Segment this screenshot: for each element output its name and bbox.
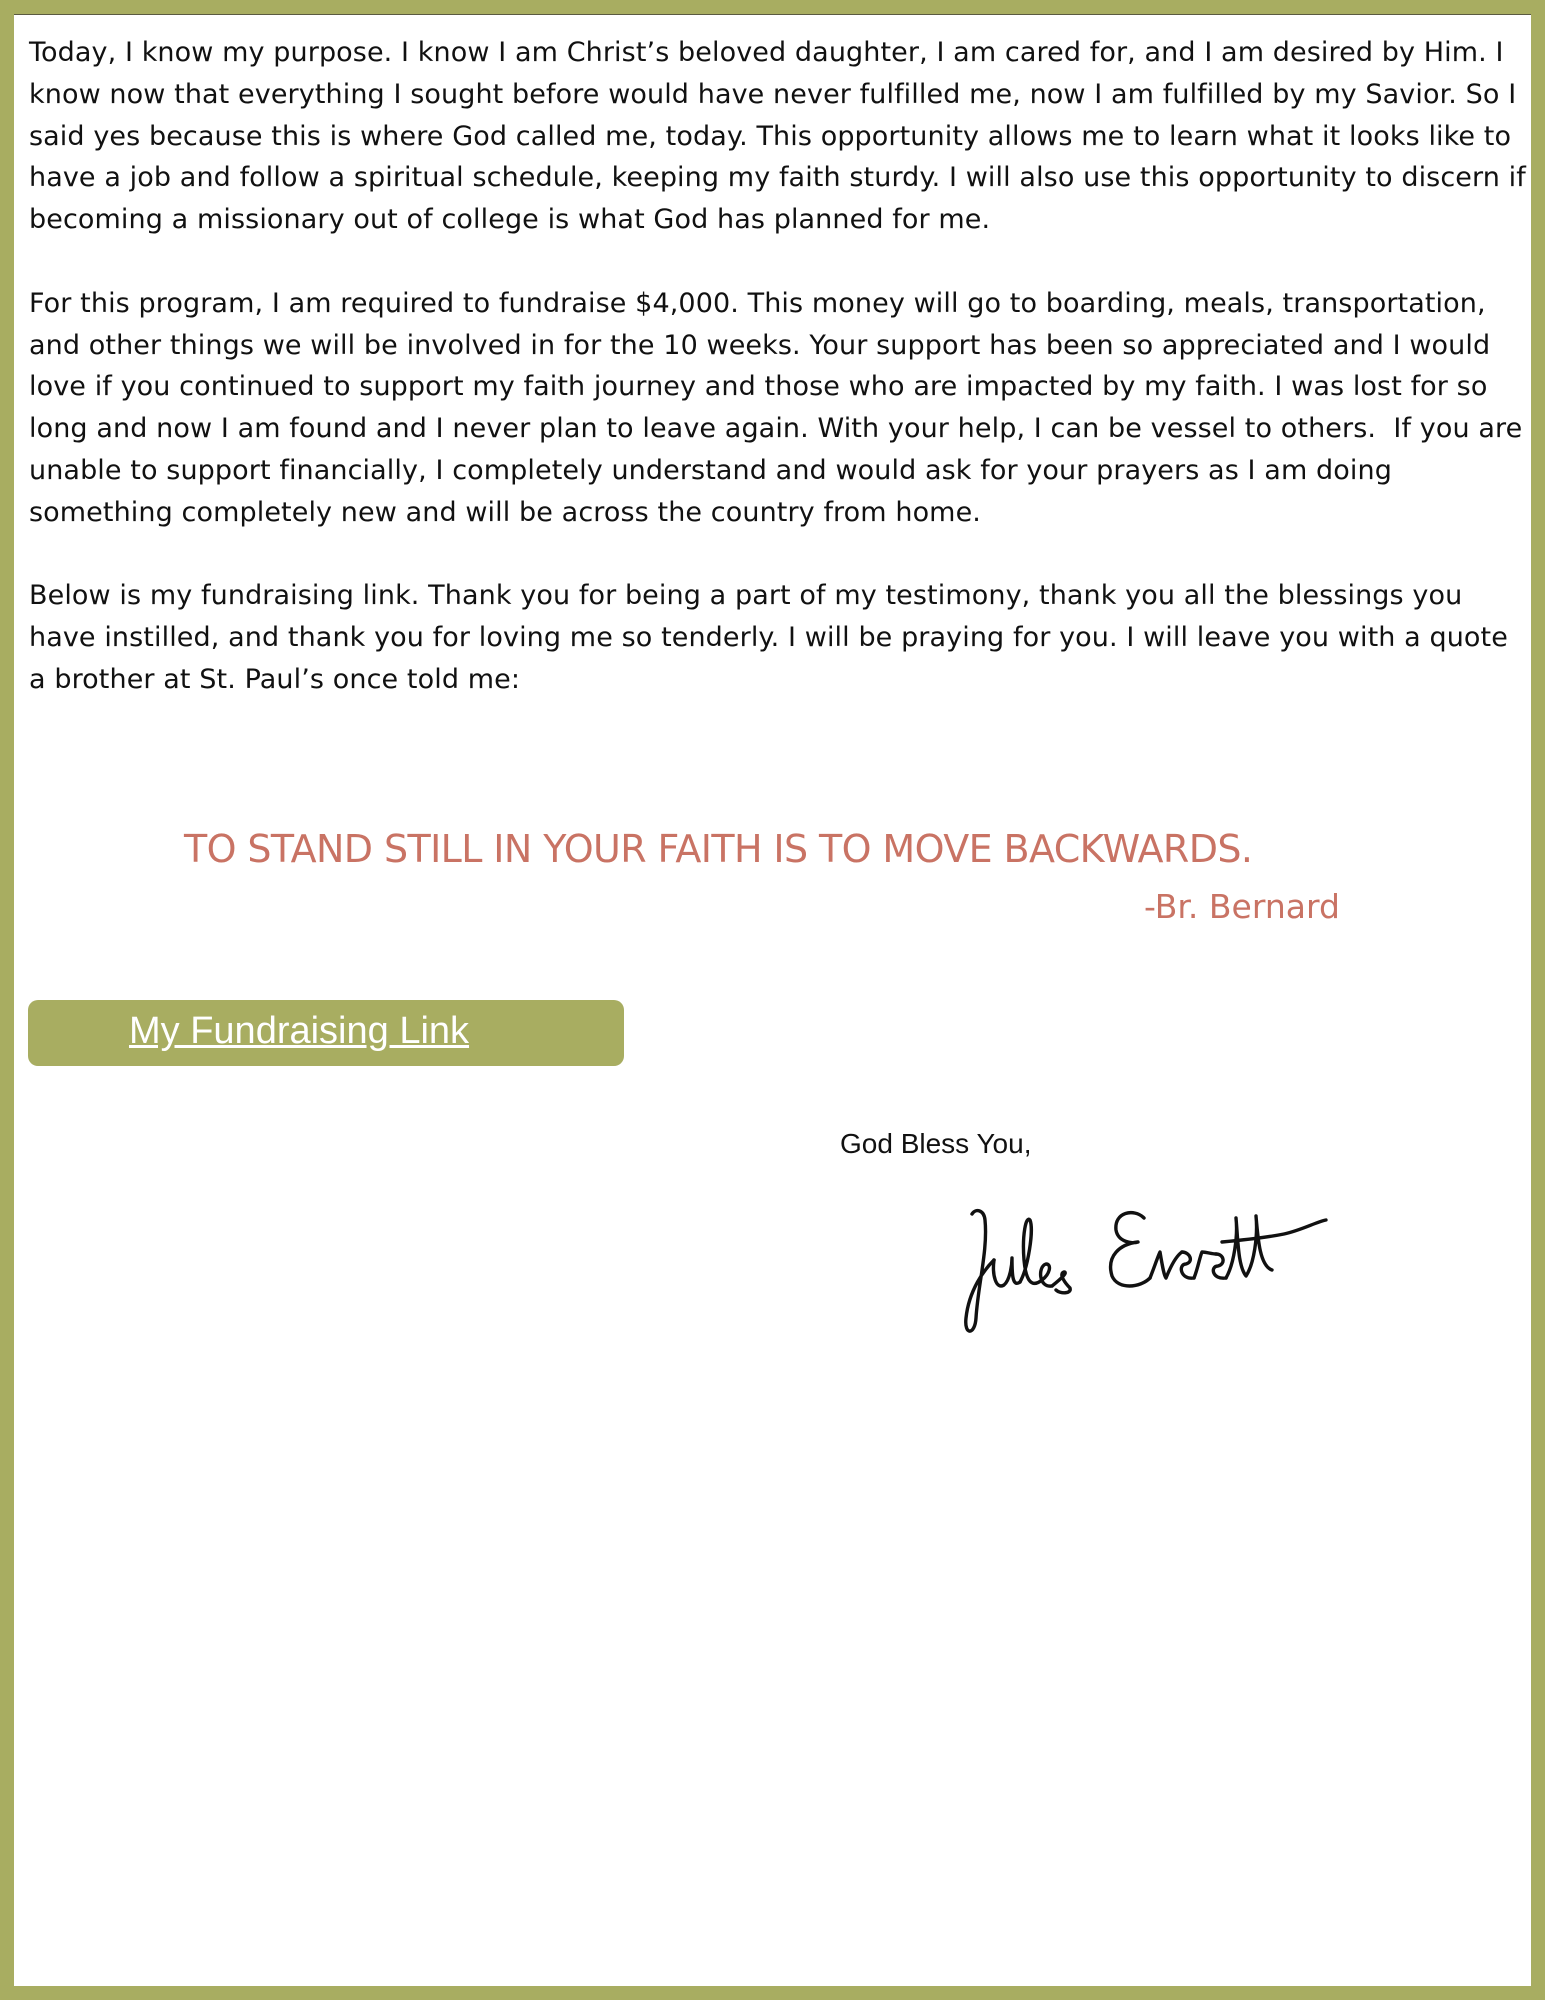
quote-text: TO STAND STILL IN YOUR FAITH IS TO MOVE BACKWARDS. bbox=[184, 827, 1253, 871]
fundraising-link-button[interactable] bbox=[28, 1000, 624, 1066]
fundraising-link-label[interactable]: My Fundraising Link bbox=[129, 1010, 470, 1052]
letter-body bbox=[29, 32, 1535, 743]
letter-page bbox=[14, 14, 1535, 1986]
signature-image bbox=[954, 1190, 1394, 1350]
paragraph-link-intro: Below is my fundraising link. Thank you for being a part of my testimony, thank you all the blessings you have instilled, and thank you for loving me so tenderly. I will be praying for you. I will leave you with a quote a brother at St. Paul’s once told me: bbox=[29, 580, 1517, 695]
closing-text: God Bless You, bbox=[840, 1128, 1032, 1159]
paragraph-fundraising: For this program, I am required to fundraise $4,000. This money will go to boarding, meals, transportation, and other things we will be involved in for the 10 weeks. Your support has been so appreciated and I would love if you continued to support my faith journey and those who are impacted by my faith. I was lost for so long and now I am found and I never plan to leave again. With your help, I can be vessel to others. If you are unable to support financially, I completely understand and would ask for your prayers as I am doing something completely new and will be across the country from home. bbox=[29, 287, 1532, 528]
quote-attribution: -Br. Bernard bbox=[1144, 887, 1340, 926]
paragraph-purpose: Today, I know my purpose. I know I am Christ’s beloved daughter, I am cared for, and I am desired by Him. I know now that everything I sought before would have never fulfilled me, now I am fulfilled by my Savior. So I said yes because this is where God called me, today. This opportunity allows me to learn what it looks like to have a job and follow a spiritual schedule, keeping my faith sturdy. I will also use this opportunity to discern if becoming a missionary out of college is what God has planned for me. bbox=[29, 37, 1535, 236]
